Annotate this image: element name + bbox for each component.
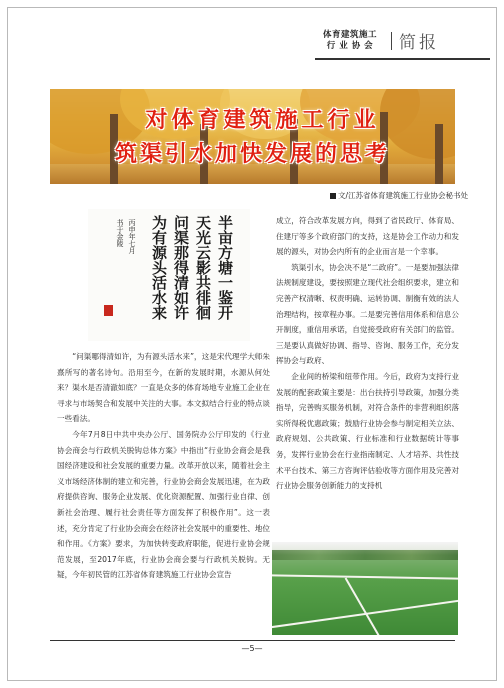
article-title-line2: 筑渠引水加快发展的思考 (114, 142, 390, 167)
calligraphy-image (88, 209, 250, 341)
header-org-line1: 体育建筑施工 (322, 30, 377, 40)
square-bullet-icon (330, 193, 336, 199)
right-column-text (276, 213, 459, 494)
sports-field-photo (272, 542, 458, 635)
paragraph: 成立，符合改革发展方向，得到了省民政厅、体育局、住建厅等多个政府部门的支持，这是协会工作动力和发展的源头，对协会内所有的企业而言是一个幸事。 (276, 216, 459, 257)
header-rule (315, 58, 490, 60)
field-marking (345, 578, 392, 635)
paragraph: “问渠哪得清如许，为有源头活水来”，这是宋代理学大师朱熹所写的著名诗句。沿用至今，在新的发展时期，水源从何处来？渠水是否清澈如底？一直是众多的体育场地专业施工企业在寻求与市场契合和发展中关注的大事。本文拟结合行业的特点谈一些看法。 (57, 352, 270, 424)
title-banner (50, 89, 455, 184)
field-marking (272, 574, 458, 580)
paragraph: 今年7月8日中共中央办公厅、国务院办公厅印发的《行业协会商会与行政机关脱钩总体方案》中指出“行业协会商会是我国经济建设和社会发展的重要力量。改革开放以来，随着社会主义市场经济体制的建立和完善，行业协会商会发展迅速，在为政府提供咨询、服务企业发展、优化资源配置、加强行业自律、创新社会治理、履行社会责任等方面发挥了积极作用”。这一表述，充分肯定了行业协会商会在经济社会发展中的重要性、地位和作用。《方案》要求，为加快转变政府职能，促进行业协会规范发展，至2017年底，行业协会商会要与行政机关脱钩。无疑，今年初民管的江苏省体育建筑施工行业协会宣告 (57, 429, 270, 580)
calligraphy-col: 半亩方塘一鉴开 (216, 215, 234, 320)
header-org-line2: 行 业 协 会 (326, 41, 374, 51)
calligraphy-inscription: 书于金陵 (116, 219, 124, 247)
photo-treeline (272, 550, 458, 560)
calligraphy-inscription: 丙申年七月 (128, 219, 136, 254)
page-header (315, 22, 490, 62)
article-title-line1: 对体育建筑施工行业 (145, 108, 380, 133)
byline (330, 190, 468, 201)
calligraphy-col: 为有源头活水来 (150, 215, 168, 320)
header-separator (391, 32, 392, 50)
left-column-text (57, 349, 270, 583)
header-org (315, 30, 385, 52)
field-marking (272, 595, 458, 630)
header-title: 简报 (399, 33, 439, 53)
paragraph: 筑渠引水，协会决不是“二政府”。一是要加强法律法规制度建设，要按照建立现代社会组织要求，建立和完善产权清晰、权责明确、运转协调、制衡有效的法人治理结构，按章程办事。二是要完善信用体系和信息公开制度，重信用承诺，自觉接受政府有关部门的监管。三是要认真做好协调、指导、咨询、服务工作，充分发挥协会与政府、 (276, 262, 459, 366)
byline-text: 文/江苏省体育建筑施工行业协会秘书处 (337, 191, 468, 200)
calligraphy-col: 问渠那得清如许 (172, 215, 190, 320)
paragraph: 企业间的桥梁和纽带作用。今后，政府为支持行业发展的配套政策主要是：出台扶持引导政策，加强分类指导，完善购买服务机制，对符合条件的非营利组织落实所得税优惠政策；鼓励行业协会参与制定相关立法、政府规划、公共政策、行业标准和行业数据统计等事务，发挥行业协会在行业指南制定、人才培养、共性技术平台技术、第三方咨询评估验收等方面作用及完善对行业协会服务创新能力的支持机 (276, 371, 459, 491)
page-number: —5— (241, 644, 263, 653)
red-seal-stamp (104, 305, 113, 316)
calligraphy-col: 天光云影共徘徊 (194, 215, 212, 320)
footer-rule (50, 640, 455, 641)
